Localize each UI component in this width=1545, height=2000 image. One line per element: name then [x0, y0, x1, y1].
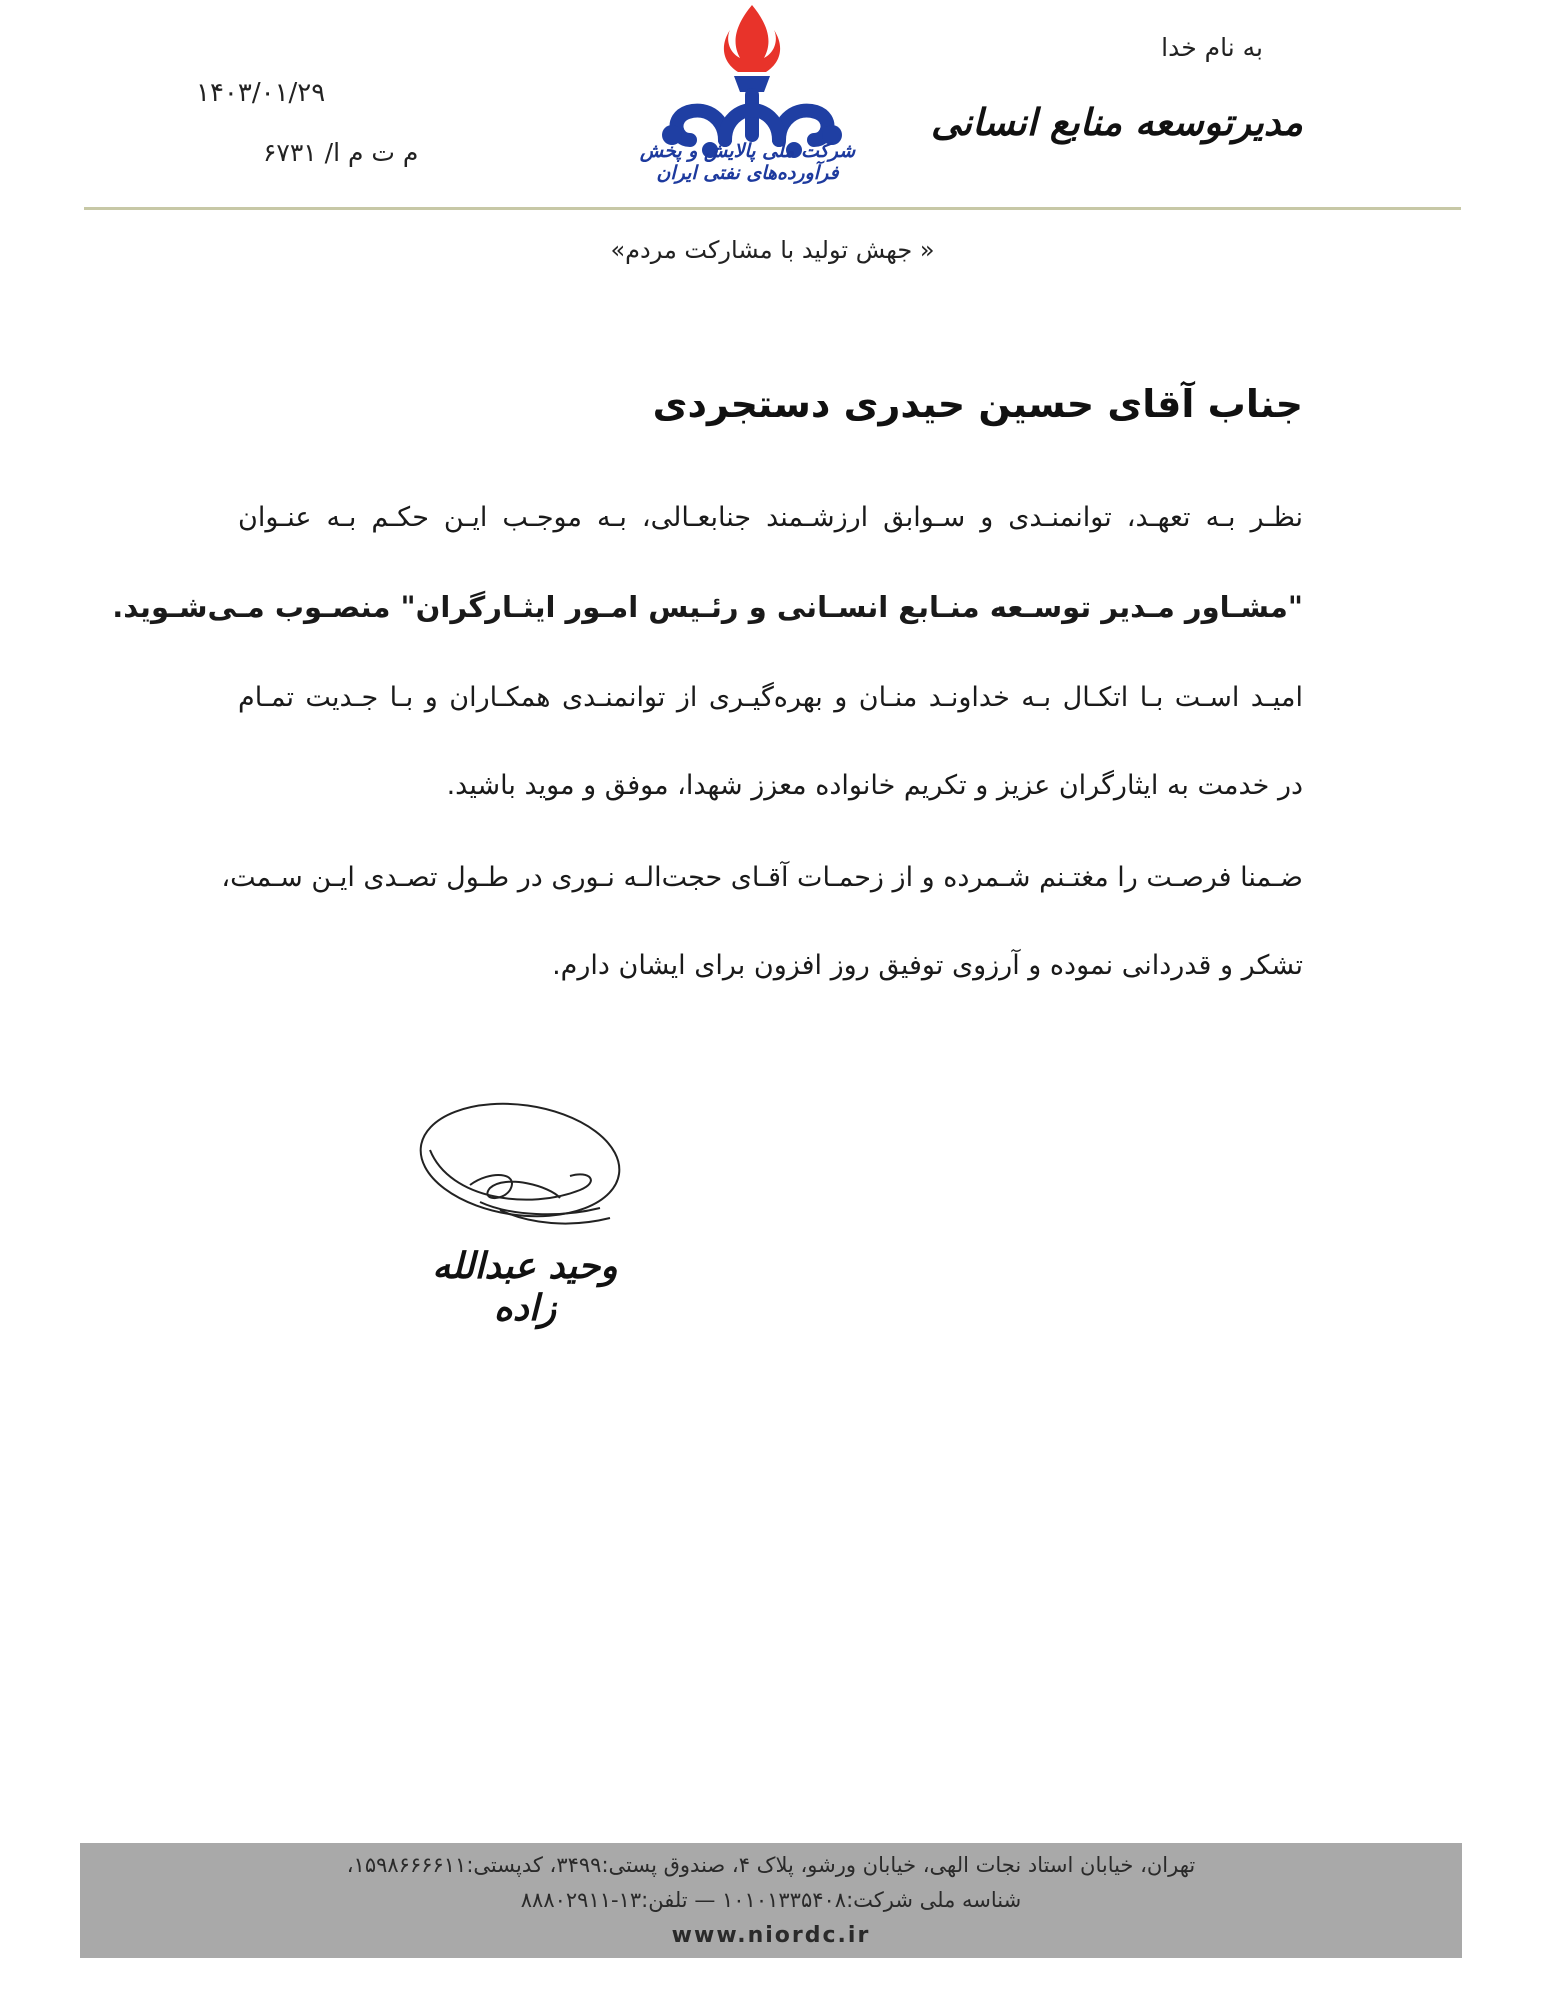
reference-number: م ت م ا/ ۶۷۳۱: [263, 138, 419, 167]
recipient-name: جناب آقای حسین حیدری دستجردی: [652, 382, 1303, 426]
footer-website[interactable]: www.niordc.ir: [671, 1923, 871, 1948]
basmala-text: به نام خدا: [1161, 33, 1263, 62]
footer-bar: [80, 1843, 1462, 1958]
company-name: شرکت ملی پالایش و پخش فرآورده‌های نفتی ایران: [639, 140, 856, 184]
body-line-4: در خدمت به ایثارگران عزیز و تکریم خانواده معزز شهدا، موفق و موید باشید.: [446, 770, 1303, 801]
department-title: مدیرتوسعه منابع انسانی: [930, 100, 1303, 144]
body-line-2: "مشـاور مـدیر توسـعه منـابع انسـانی و رئـیس امـور ایثـارگران" منصـوب مـی‌شـوید.: [112, 590, 1303, 624]
logo-flame: [724, 5, 780, 72]
handwritten-signature: [410, 1090, 640, 1250]
letter-date: ۱۴۰۳/۰۱/۲۹: [196, 78, 326, 108]
body-line-3: امیـد اسـت بـا اتکـال بـه خداونـد منـان و بهره‌گیـری از توانمنـدی همکـاران و بـا جـدیت تمـام: [238, 682, 1303, 713]
signer-name: وحید عبدالله زاده: [432, 1245, 618, 1329]
body-line-1: نظـر بـه تعهـد، توانمنـدی و سـوابق ارزشـمند جنابعـالی، بـه موجـب ایـن حکـم بـه عنـوان: [238, 502, 1303, 533]
header-divider: [84, 207, 1461, 210]
footer-address: تهران، خیابان استاد نجات الهی، خیابان ورشو، پلاک ۴، صندوق پستی:۳۴۹۹، کدپستی:۱۵۹۸۶۶۶۶۱۱،: [346, 1853, 1196, 1877]
body-line-6: تشکر و قدردانی نموده و آرزوی توفیق روز افزون برای ایشان دارم.: [552, 950, 1303, 981]
slogan: « جهش تولید با مشارکت مردم»: [610, 236, 935, 264]
body-line-5: ضـمنا فرصـت را مغتـنم شـمرده و از زحمـات آقـای حجت‌الـه نـوری در طـول تصـدی ایـن سـمت،: [221, 862, 1303, 893]
footer-contact: شناسه ملی شرکت:۱۰۱۰۱۳۳۵۴۰۸ — تلفن:۱۳-۸۸۸۰۲۹۱۱: [520, 1888, 1022, 1912]
